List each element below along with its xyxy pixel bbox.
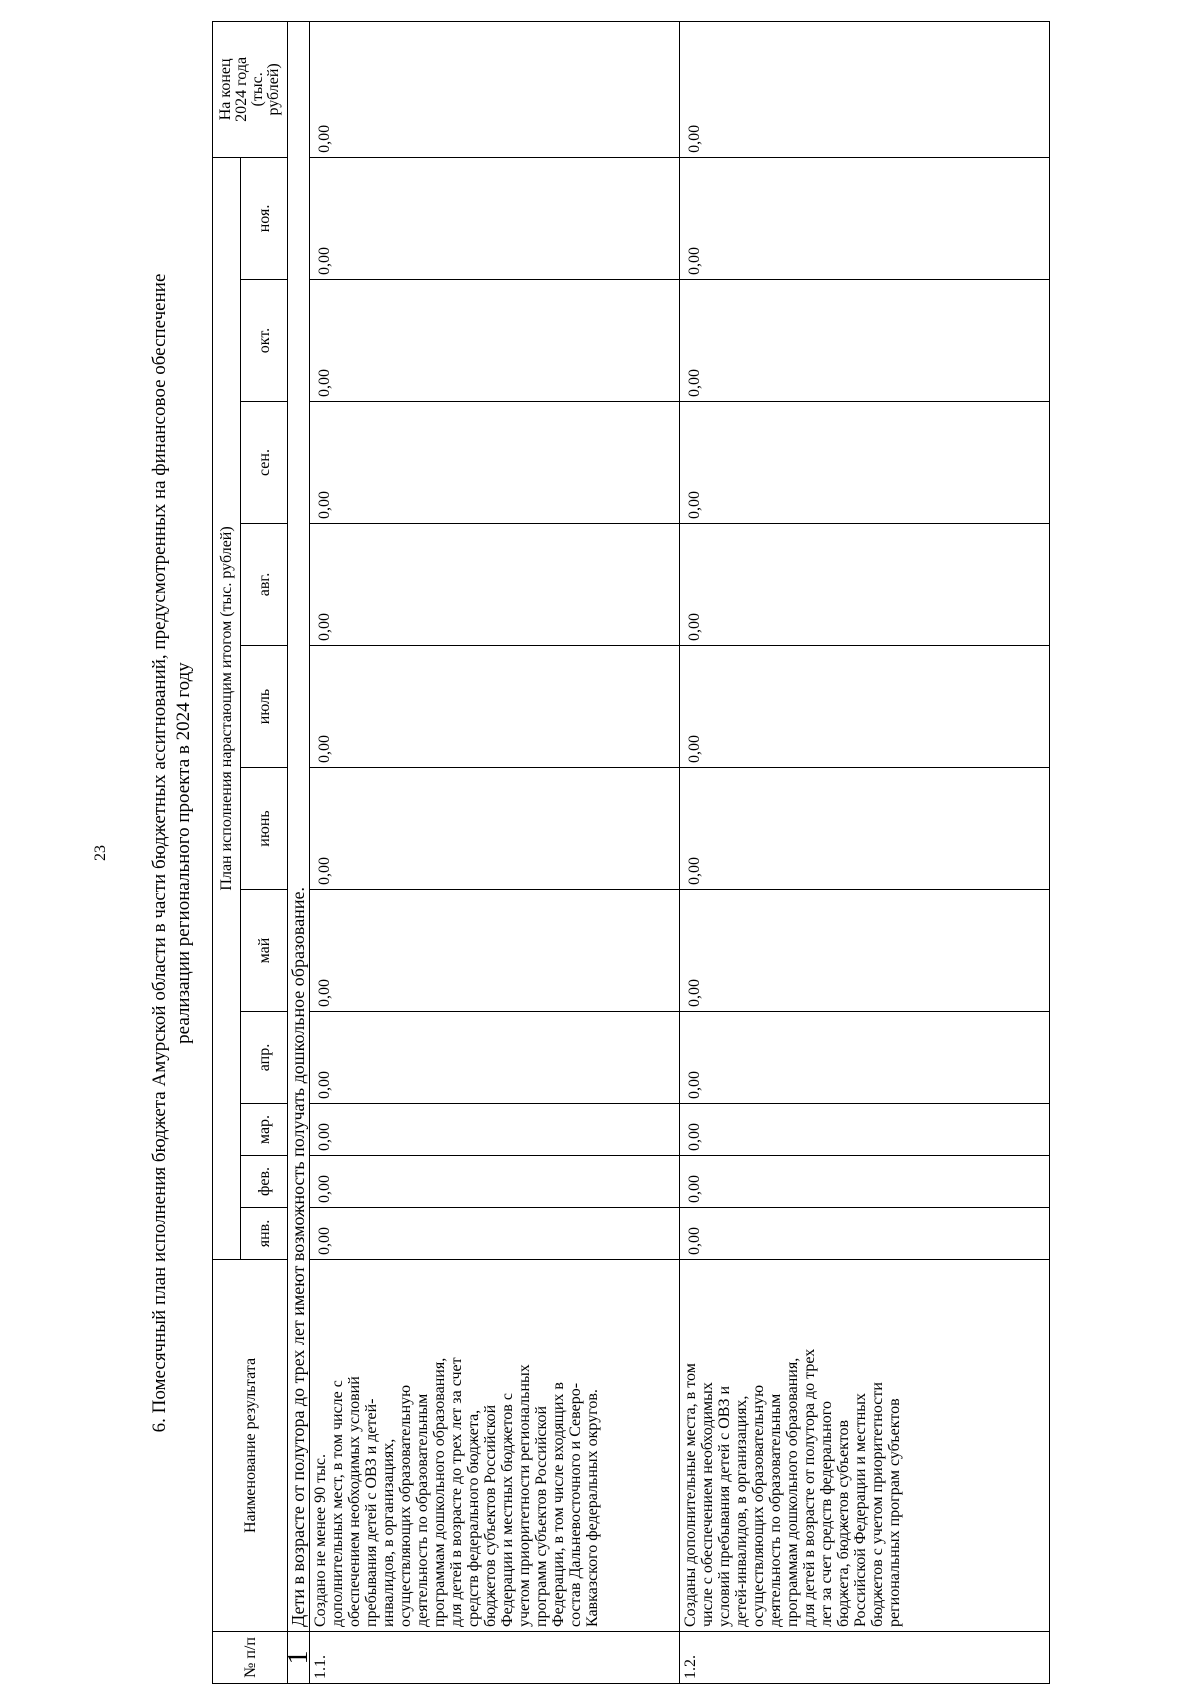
- section-number: 1: [288, 1632, 310, 1684]
- row-number: 1.1.: [310, 1632, 680, 1684]
- header-year-end-line: На конец: [217, 58, 234, 121]
- header-month-aug: авг.: [241, 524, 288, 646]
- value-jan: 0,00: [680, 1208, 1050, 1260]
- result-name-line: Созданы дополнительные места, в том: [682, 1363, 699, 1627]
- result-name-line: состав Дальневосточного и Северо-: [567, 1382, 584, 1627]
- value-jun: 0,00: [310, 768, 680, 890]
- value-aug: 0,00: [310, 524, 680, 646]
- result-name-line: числе с обеспечением необходимых: [699, 1382, 716, 1627]
- value-jan: 0,00: [310, 1208, 680, 1260]
- result-name-line: для детей в возрасте от полутора до трех: [801, 1348, 818, 1627]
- result-name-line: инвалидов, в организациях,: [380, 1438, 397, 1627]
- result-name-line: детей-инвалидов, в организациях,: [733, 1395, 750, 1627]
- section-text: Дети в возрасте от полутора до трех лет имеют возможность получать дошкольное образование.: [288, 21, 310, 1631]
- result-name-line: региональных програм субъектов: [886, 1398, 903, 1627]
- header-month-jan: янв.: [241, 1208, 288, 1260]
- header-month-sep: сен.: [241, 402, 288, 524]
- result-name-line: обеспечением необходимых условий: [346, 1376, 363, 1627]
- value-year-end: 0,00: [680, 21, 1050, 157]
- value-oct: 0,00: [310, 280, 680, 402]
- header-num: № п/п: [213, 1632, 288, 1684]
- value-apr: 0,00: [680, 1012, 1050, 1104]
- header-year-end-line: 2024 года: [233, 56, 250, 122]
- header-month-mar: мар.: [241, 1104, 288, 1156]
- title-line-2: реализации регионального проекта в 2024 году: [173, 662, 194, 1044]
- result-name: [680, 1260, 1050, 1632]
- section-row: [288, 21, 310, 1683]
- page-number: 23: [92, 845, 109, 861]
- value-aug: 0,00: [680, 524, 1050, 646]
- result-name-line: деятельность по образовательным: [414, 1393, 431, 1627]
- value-oct: 0,00: [680, 280, 1050, 402]
- budget-plan-table: [212, 21, 1050, 1684]
- header-name: Наименование результата: [213, 1260, 288, 1632]
- result-name-line: лет за счет средств федерального: [818, 1401, 835, 1627]
- value-jul: 0,00: [310, 646, 680, 768]
- value-nov: 0,00: [680, 157, 1050, 279]
- value-jun: 0,00: [680, 768, 1050, 890]
- result-name-line: бюджета, бюджетов субъектов: [835, 1419, 852, 1627]
- value-sep: 0,00: [310, 402, 680, 524]
- header-month-nov: ноя.: [241, 157, 288, 279]
- result-name-line: учетом приоритетности региональных: [516, 1364, 533, 1627]
- document-title: [148, 0, 196, 1706]
- result-name-line: осуществляющих образовательную: [750, 1384, 767, 1627]
- header-year-end-line: рублей): [265, 63, 282, 116]
- result-name-line: Создано не менее 90 тыс.: [312, 1453, 329, 1627]
- header-year-end: [213, 21, 288, 157]
- result-name-line: программам дошкольного образования,: [431, 1357, 448, 1627]
- value-mar: 0,00: [310, 1104, 680, 1156]
- header-month-apr: апр.: [241, 1012, 288, 1104]
- value-feb: 0,00: [680, 1156, 1050, 1208]
- result-name: [310, 1260, 680, 1632]
- result-name-line: осуществляющих образовательную: [397, 1384, 414, 1627]
- result-name-line: для детей в возрасте до трех лет за счет: [448, 1357, 465, 1627]
- row-number: 1.2.: [680, 1632, 1050, 1684]
- result-name-line: программам дошкольного образования,: [784, 1357, 801, 1627]
- value-nov: 0,00: [310, 157, 680, 279]
- value-jul: 0,00: [680, 646, 1050, 768]
- result-name-line: программ субъектов Российской: [533, 1405, 550, 1627]
- value-apr: 0,00: [310, 1012, 680, 1104]
- header-row-group: [213, 21, 241, 1683]
- result-name-line: деятельность по образовательным: [767, 1393, 784, 1627]
- header-month-jun: июнь: [241, 768, 288, 890]
- result-name-line: Федерации и местных бюджетов с: [499, 1393, 516, 1627]
- header-month-feb: фев.: [241, 1156, 288, 1208]
- result-name-line: бюджетов с учетом приоритетности: [869, 1382, 886, 1627]
- header-month-may: май: [241, 890, 288, 1012]
- result-name-line: Российской Федерации и местных: [852, 1392, 869, 1627]
- header-plan-group: План исполнения нарастающим итогом (тыс. рублей): [213, 157, 241, 1259]
- value-sep: 0,00: [680, 402, 1050, 524]
- title-line-1: 6. Помесячный план исполнения бюджета Амурской области в части бюджетных ассигнований, предусмотренных на финансовое обеспечение: [149, 273, 170, 1433]
- value-year-end: 0,00: [310, 21, 680, 157]
- value-feb: 0,00: [310, 1156, 680, 1208]
- table-row: [310, 21, 680, 1683]
- result-name-line: средств федерального бюджета,: [465, 1409, 482, 1627]
- result-name-line: пребывания детей с ОВЗ и детей-: [363, 1398, 380, 1627]
- value-may: 0,00: [310, 890, 680, 1012]
- value-may: 0,00: [680, 890, 1050, 1012]
- value-mar: 0,00: [680, 1104, 1050, 1156]
- result-name-line: Федерации, в том числе входящих в: [550, 1382, 567, 1627]
- result-name-line: Кавказского федеральных округов.: [584, 1389, 601, 1627]
- result-name-line: дополнительных мест, в том числе с: [329, 1380, 346, 1627]
- header-year-end-line: (тыс.: [249, 72, 266, 107]
- header-month-jul: июль: [241, 646, 288, 768]
- header-month-oct: окт.: [241, 280, 288, 402]
- result-name-line: условий пребывания детей с ОВЗ и: [716, 1385, 733, 1627]
- result-name-line: бюджетов субъектов Российской: [482, 1404, 499, 1627]
- table-row: [680, 21, 1050, 1683]
